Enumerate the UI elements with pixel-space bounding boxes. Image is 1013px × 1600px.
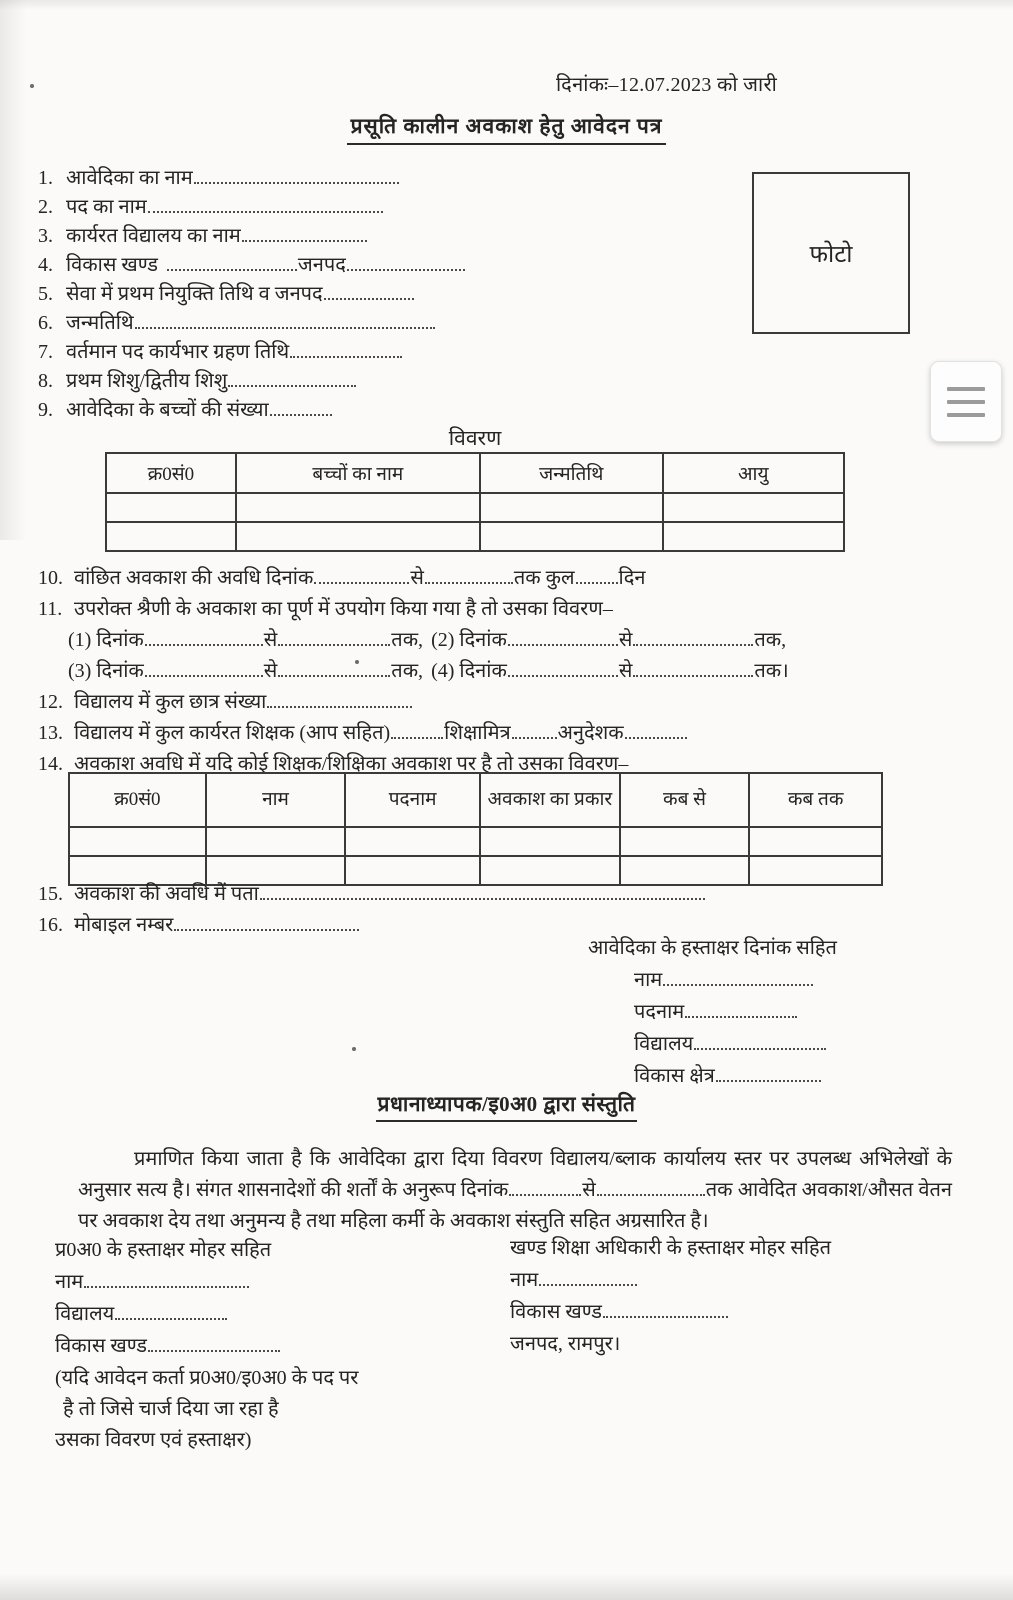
scan-speck <box>30 84 34 88</box>
empty-cell <box>106 493 236 522</box>
dotted-blank <box>148 1345 280 1352</box>
form-line-15: 15. अवकाश की अवधि में पता <box>38 882 988 906</box>
empty-cell <box>663 493 844 522</box>
table2-header-till: कब तक <box>749 773 882 827</box>
recommendation-paragraph: प्रमाणित किया जाता है कि आवेदिका द्वारा दिया विवरण विद्यालय/ब्लाक कार्यालय स्तर पर उपलब्ध अभिलेखों के अनुसार सत्य है। संगत शासनादेशों की शर्तों के अनुरूप दिनांक से तक आवेदित अवकाश/औसत वेतन पर अवकाश देय तथा अनुमन्य है तथा महिला कर्मी के अवकाश संस्तुति सहित अग्रसारित है। <box>78 1148 952 1232</box>
dotted-blank <box>194 177 399 184</box>
applicant-designation-line: पदनाम <box>634 1000 837 1024</box>
empty-cell <box>480 522 663 551</box>
dotted-blank <box>115 1313 227 1320</box>
dotted-blank <box>625 732 687 739</box>
photo-box <box>752 172 910 334</box>
dotted-blank <box>685 1011 797 1018</box>
dotted-blank <box>267 701 412 708</box>
issue-date-line: दिनांकः–12.07.2023 को जारी <box>556 74 778 96</box>
dotted-blank <box>148 206 383 213</box>
dotted-blank <box>260 893 705 900</box>
empty-cell <box>206 827 346 856</box>
form-line-6: 6. जन्मतिथि <box>38 311 738 335</box>
hamburger-bar <box>947 387 985 391</box>
empty-cell <box>663 522 844 551</box>
form-line-16: 16. मोबाइल नम्बर <box>38 913 988 937</box>
form-title: प्रसूति कालीन अवकाश हेतु आवेदन पत्र <box>0 112 1013 145</box>
head-teacher-signature-block <box>55 1238 485 1459</box>
empty-cell <box>345 827 480 856</box>
empty-cell <box>236 493 480 522</box>
empty-cell <box>749 827 882 856</box>
dotted-blank <box>509 1189 581 1196</box>
table1-header-child-name: बच्चों का नाम <box>236 453 480 493</box>
form-items-10-14 <box>38 566 988 783</box>
form-line-4: 4. विकास खण्ड जनपद <box>38 253 738 277</box>
form-line-9: 9. आवेदिका के बच्चों की संख्या <box>38 398 738 422</box>
dotted-blank <box>425 577 513 584</box>
dotted-blank <box>167 264 297 271</box>
dotted-blank <box>270 409 332 416</box>
dotted-blank <box>228 380 356 387</box>
table-row <box>106 522 844 551</box>
table-row <box>69 827 882 856</box>
dotted-blank <box>278 639 390 646</box>
dotted-blank <box>663 979 813 986</box>
dotted-blank <box>314 577 409 584</box>
dotted-blank <box>508 670 618 677</box>
dotted-blank <box>539 1279 637 1286</box>
dotted-blank <box>347 264 465 271</box>
empty-cell <box>620 856 750 885</box>
empty-cell <box>206 856 346 885</box>
empty-cell <box>620 827 750 856</box>
dotted-blank <box>135 322 435 329</box>
empty-cell <box>236 522 480 551</box>
head-teacher-signature-title: प्र0अ0 के हस्ताक्षर मोहर सहित <box>55 1239 272 1261</box>
dotted-blank <box>633 670 753 677</box>
form-line-5: 5. सेवा में प्रथम नियुक्ति तिथि व जनपद <box>38 282 738 306</box>
beo-district-line: जनपद, रामपुर। <box>510 1333 621 1355</box>
applicant-signature-title: आवेदिका के हस्ताक्षर दिनांक सहित <box>588 937 837 959</box>
applicant-signature-block <box>588 936 837 1088</box>
scan-shade-left <box>0 0 26 540</box>
table2-header-designation: पदनाम <box>345 773 480 827</box>
recommendation-heading: प्रधानाध्यापक/इ0अ0 द्वारा संस्तुति <box>0 1090 1013 1122</box>
form-items-1-9 <box>38 166 738 427</box>
children-details-table <box>105 452 845 552</box>
beo-signature-block <box>510 1236 980 1364</box>
form-line-8: 8. प्रथम शिशु/द्वितीय शिशु <box>38 369 738 393</box>
dotted-blank <box>84 1281 249 1288</box>
form-line-7: 7. वर्तमान पद कार्यभार ग्रहण तिथि <box>38 340 738 364</box>
beo-block-line: विकास खण्ड <box>510 1300 980 1324</box>
dotted-blank <box>174 924 359 931</box>
charge-note-line-3: उसका विवरण एवं हस्ताक्षर) <box>55 1429 252 1451</box>
head-teacher-school-line: विद्यालय <box>55 1302 485 1326</box>
table2-header-name: नाम <box>206 773 346 827</box>
table1-caption: विवरण <box>448 426 502 450</box>
dotted-blank <box>576 577 618 584</box>
dotted-blank <box>603 1311 728 1318</box>
form-line-13: 13. विद्यालय में कुल कार्यरत शिक्षक (आप सहित) शिक्षामित्र अनुदेशक <box>38 721 988 745</box>
dotted-blank <box>508 639 618 646</box>
charge-note-line-2: है तो जिसे चार्ज दिया जा रहा है <box>63 1398 279 1420</box>
empty-cell <box>480 856 620 885</box>
empty-cell <box>69 856 206 885</box>
form-line-10: 10. वांछित अवकाश की अवधि दिनांक से तक कुल दिन <box>38 567 646 589</box>
applicant-school-line: विद्यालय <box>634 1032 837 1056</box>
form-line-1: 1. आवेदिका का नाम <box>38 166 738 190</box>
table1-header-age: आयु <box>663 453 844 493</box>
table-row <box>106 493 844 522</box>
form-line-2: 2. पद का नाम <box>38 195 738 219</box>
head-teacher-name-line: नाम <box>55 1270 485 1294</box>
leave-history-line-2: (3) दिनांक से तक, (4) दिनांक से तक। <box>68 660 789 682</box>
empty-cell <box>480 827 620 856</box>
empty-cell <box>480 493 663 522</box>
hamburger-bar <box>947 413 985 417</box>
table2-header-from: कब से <box>620 773 750 827</box>
table-row <box>69 856 882 885</box>
beo-name-line: नाम <box>510 1268 980 1292</box>
dotted-blank <box>145 670 263 677</box>
form-line-12: 12. विद्यालय में कुल छात्र संख्या <box>38 690 988 714</box>
table1-header-dob: जन्मतिथि <box>480 453 663 493</box>
table2-header-leave-type: अवकाश का प्रकार <box>480 773 620 827</box>
applicant-name-line: नाम <box>634 968 837 992</box>
empty-cell <box>106 522 236 551</box>
table1-header-sno: क्र0सं0 <box>106 453 236 493</box>
head-teacher-block-line: विकास खण्ड <box>55 1334 485 1358</box>
form-line-14: 14. अवकाश अवधि में यदि कोई शिक्षक/शिक्षिका अवकाश पर है तो उसका विवरण– <box>38 753 629 775</box>
dotted-blank <box>242 235 367 242</box>
form-line-3: 3. कार्यरत विद्यालय का नाम <box>38 224 738 248</box>
dotted-blank <box>391 732 443 739</box>
applicant-block-area-line: विकास क्षेत्र <box>634 1064 837 1088</box>
beo-signature-title: खण्ड शिक्षा अधिकारी के हस्ताक्षर मोहर सहित <box>510 1237 832 1259</box>
empty-cell <box>749 856 882 885</box>
dotted-blank <box>278 670 390 677</box>
form-line-11: 11. उपरोक्त श्रैणी के अवकाश का पूर्ण में उपयोग किया गया है तो उसका विवरण– <box>38 598 613 620</box>
hamburger-bar <box>947 400 985 404</box>
empty-cell <box>345 856 480 885</box>
dotted-blank <box>597 1189 705 1196</box>
empty-cell <box>69 827 206 856</box>
photo-label: फोटो <box>809 241 853 268</box>
table2-header-sno: क्र0सं0 <box>69 773 206 827</box>
dotted-blank <box>290 351 402 358</box>
charge-note-line-1: (यदि आवेदन कर्ता प्र0अ0/इ0अ0 के पद पर <box>55 1367 359 1389</box>
scan-shade-top <box>0 0 1013 10</box>
scan-shade-bottom <box>0 1574 1013 1600</box>
teachers-on-leave-table <box>68 772 883 886</box>
dotted-blank <box>145 639 263 646</box>
form-items-15-16 <box>38 882 988 944</box>
dotted-blank <box>324 293 414 300</box>
dotted-blank <box>633 639 753 646</box>
dotted-blank <box>716 1075 821 1082</box>
dotted-blank <box>512 732 557 739</box>
scan-speck <box>352 1047 356 1051</box>
dotted-blank <box>694 1043 826 1050</box>
leave-history-line-1: (1) दिनांक से तक, (2) दिनांक से तक, <box>68 629 787 651</box>
floating-menu-widget[interactable] <box>930 361 1002 442</box>
